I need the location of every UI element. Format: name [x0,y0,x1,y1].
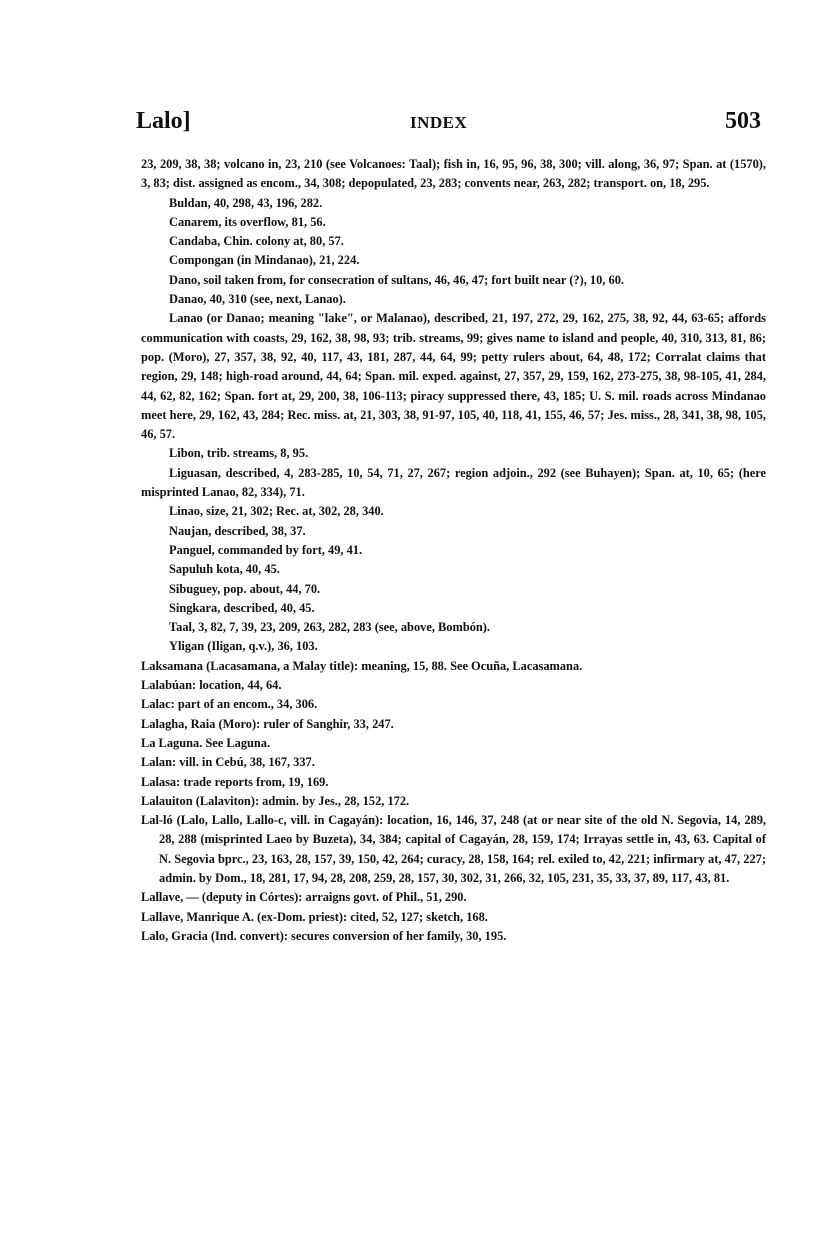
index-entry: Lalan: vill. in Cebú, 38, 167, 337. [141,755,315,770]
index-line: Naujan, described, 38, 37. [169,523,306,538]
index-entry: Lalo, Gracia (Ind. convert): secures conversion of her family, 30, 195. [141,928,507,943]
running-header [136,108,761,142]
index-line: Dano, soil taken from, for consecration of sultans, 46, 46, 47; fort built near (?), 10, 60. [169,272,624,287]
index-line: Danao, 40, 310 (see, next, Lanao). [169,292,346,307]
index-entry: La Laguna. See Laguna. [141,735,271,750]
header-title: INDEX [410,113,468,132]
index-line: Lanao (or Danao; meaning "lake", or Malanao), described, 21, 197, 272, 29, 162, 275, 38, 92, 44, 63-65; affords communication with coasts, 29, 162, 38, 98, 93; trib. streams, 99; gives name to island and people, 40, 310, 313, 81, 86; pop. (Moro), 27, 357, 38, 92, 40, 117, 43, 181, 287, 44, 64, 99; petty rulers about, 64, 48, 172; Corralat claims that region, 29, 148; high-road around, 44, 64; Span. mil. exped. against, 27, 357, 29, 159, 162, 273-275, 38, 98-105, 41, 284, 44, 62, 82, 162; Span. fort at, 29, 200, 38, 106-113; piracy suppressed there, 43, 185; U. S. mil. roads across Mindanao meet here, 29, 162, 43, 284; Rec. miss. at, 21, 303, 38, 91-97, 105, 40, 118, 41, 155, 46, 57; Jes. miss., 28, 341, 38, 98, 105, 46, 57. [141,311,766,442]
index-line: Panguel, commanded by fort, 49, 41. [169,542,363,557]
index-entry: Laksamana (Lacasamana, a Malay title): meaning, 15, 88. See Ocuña, Lacasamana. [141,658,583,673]
index-line: Libon, trib. streams, 8, 95. [169,446,309,461]
index-entry: Lalac: part of an encom., 34, 306. [141,697,318,712]
index-entry: Lal-ló (Lalo, Lallo, Lallo-c, vill. in Cagayán): location, 16, 146, 37, 248 (at or near site of the old N. Segovia, 14, 289, 28, 288 (misprinted Laeo by Buzeta), 34, 384; capital of Cagayán, 28, 159, 174; Irrayas settle in, 43, 63. Capital of N. Segovia bprc., 23, 163, 28, 157, 39, 150, 42, 264; curacy, 28, 158, 164; rel. exiled to, 42, 221; infirmary at, 47, 227; admin. by Dom., 18, 281, 17, 94, 28, 208, 259, 28, 157, 30, 302, 31, 266, 32, 105, 231, 35, 33, 37, 89, 117, 43, 81. [141,813,766,885]
index-entry: Lallave, Manrique A. (ex-Dom. priest): cited, 52, 127; sketch, 168. [141,909,488,924]
index-body [141,155,766,946]
index-line: Sibuguey, pop. about, 44, 70. [169,581,321,596]
index-line: Taal, 3, 82, 7, 39, 23, 209, 263, 282, 283 (see, above, Bombón). [169,620,491,635]
index-line: Buldan, 40, 298, 43, 196, 282. [169,195,323,210]
page-number: 503 [725,108,761,134]
index-line: Canarem, its overflow, 81, 56. [169,214,326,229]
index-entry: Lalagha, Raia (Moro): ruler of Sanghir, 33, 247. [141,716,394,731]
index-line: Compongan (in Mindanao), 21, 224. [169,253,360,268]
index-line: Singkara, described, 40, 45. [169,600,315,615]
index-entry: Lalauiton (Lalaviton): admin. by Jes., 28, 152, 172. [141,793,410,808]
index-line: Liguasan, described, 4, 283-285, 10, 54, 71, 27, 267; region adjoin., 292 (see Buhayen); Span. at, 10, 65; (here misprinted Lanao, 82, 334), 71. [141,465,766,500]
index-entry: Lalabúan: location, 44, 64. [141,678,282,693]
header-section-label: Lalo] [136,108,191,134]
index-line: Candaba, Chin. colony at, 80, 57. [169,234,344,249]
index-entry: Lalasa: trade reports from, 19, 169. [141,774,329,789]
index-line: Linao, size, 21, 302; Rec. at, 302, 28, 340. [169,504,384,519]
index-line: 23, 209, 38, 38; volcano in, 23, 210 (see Volcanoes: Taal); fish in, 16, 95, 96, 38, 300; vill. along, 36, 97; Span. at (1570), 3, 83; dist. assigned as encom., 34, 308; depopulated, 23, 283; convents near, 263, 282; transport. on, 18, 295. [141,157,766,191]
index-line: Yligan (Iligan, q.v.), 36, 103. [169,639,318,654]
index-line: Sapuluh kota, 40, 45. [169,562,280,577]
index-entry: Lallave, — (deputy in Córtes): arraigns govt. of Phil., 51, 290. [141,890,467,905]
